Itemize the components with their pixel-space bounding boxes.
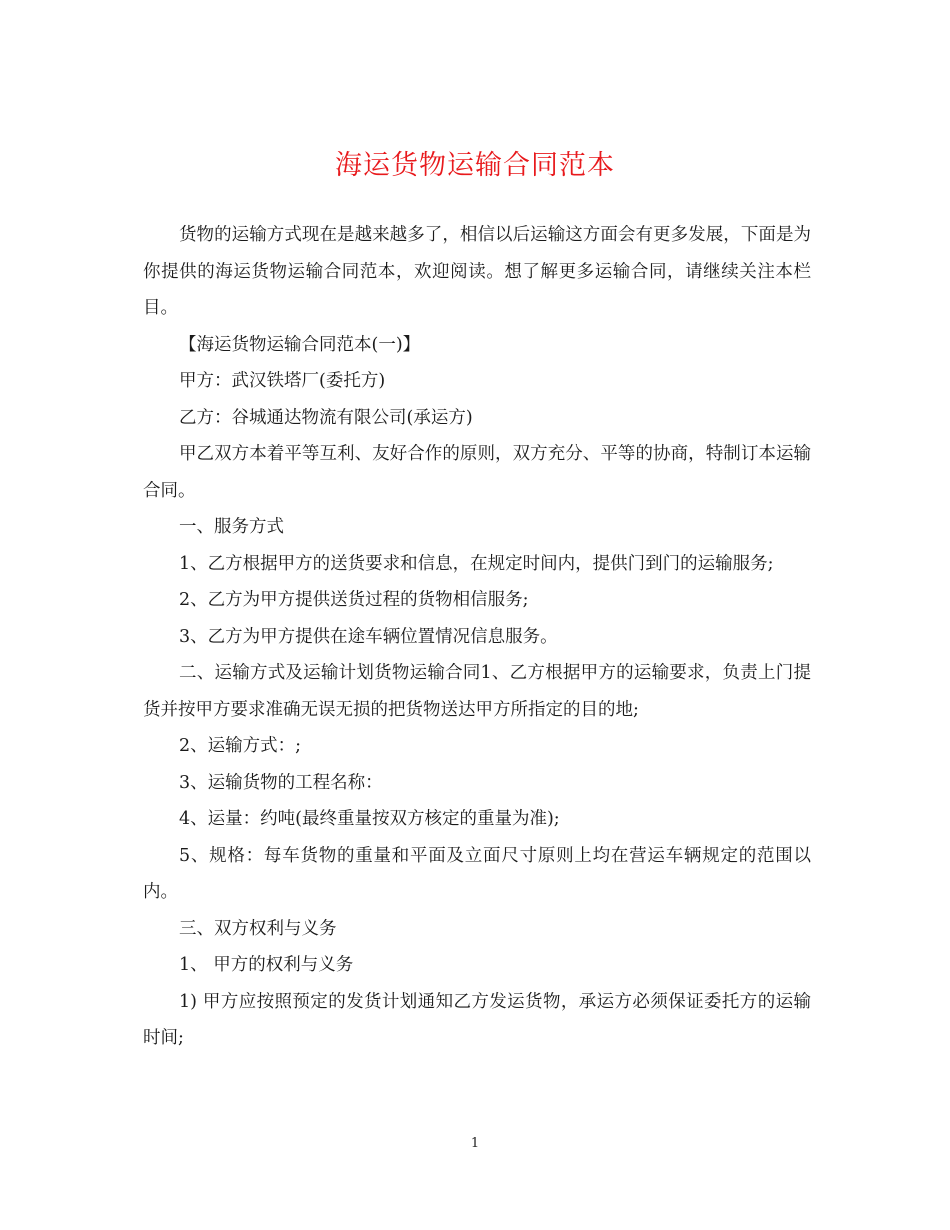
clause-paragraph: 3、乙方为甲方提供在途车辆位置情况信息服务。 — [179, 626, 558, 647]
party-b-line: 乙方：谷城通达物流有限公司(承运方) — [179, 407, 473, 428]
party-a-line: 甲方：武汉铁塔厂(委托方) — [179, 371, 386, 391]
section-heading-template-one: 【海运货物运输合同范本(一)】 — [179, 334, 421, 355]
section-heading-rights: 三、双方权利与义务 — [179, 918, 337, 939]
clause-paragraph: 2、运输方式：; — [179, 736, 302, 756]
clause-paragraph: 5、规格：每车货物的重量和平面及立面尺寸原则上均在营运车辆规定的范围以内。 — [143, 845, 811, 902]
subsection-heading: 1、 甲方的权利与义务 — [179, 955, 354, 975]
document-body — [143, 217, 811, 1057]
clause-paragraph: 3、运输货物的工程名称： — [179, 772, 383, 793]
document-title: 海运货物运输合同范本 — [335, 150, 615, 181]
clause-paragraph: 2、乙方为甲方提供送货过程的货物相信服务; — [179, 590, 529, 610]
clause-paragraph: 1、乙方根据甲方的送货要求和信息，在规定时间内，提供门到门的运输服务; — [179, 553, 774, 574]
clause-paragraph: 1) 甲方应按照预定的发货计划通知乙方发运货物，承运方必须保证委托方的运输时间; — [143, 991, 811, 1048]
intro-paragraph: 货物的运输方式现在是越来越多了，相信以后运输这方面会有更多发展，下面是为你提供的海运货物运输合同范本，欢迎阅读。想了解更多运输合同，请继续关注本栏目。 — [143, 225, 811, 318]
section-heading-transport: 二、运输方式及运输计划货物运输合同1、乙方根据甲方的运输要求，负责上门提货并按甲方要求准确无误无损的把货物送达甲方所指定的目的地; — [143, 663, 811, 720]
section-heading-service: 一、服务方式 — [179, 517, 284, 537]
clause-paragraph: 4、运量：约吨(最终重量按双方核定的重量为准); — [179, 809, 560, 829]
page-number: 1 — [470, 1136, 480, 1151]
preamble-paragraph: 甲乙双方本着平等互利、友好合作的原则，双方充分、平等的协商，特制订本运输合同。 — [143, 444, 811, 501]
